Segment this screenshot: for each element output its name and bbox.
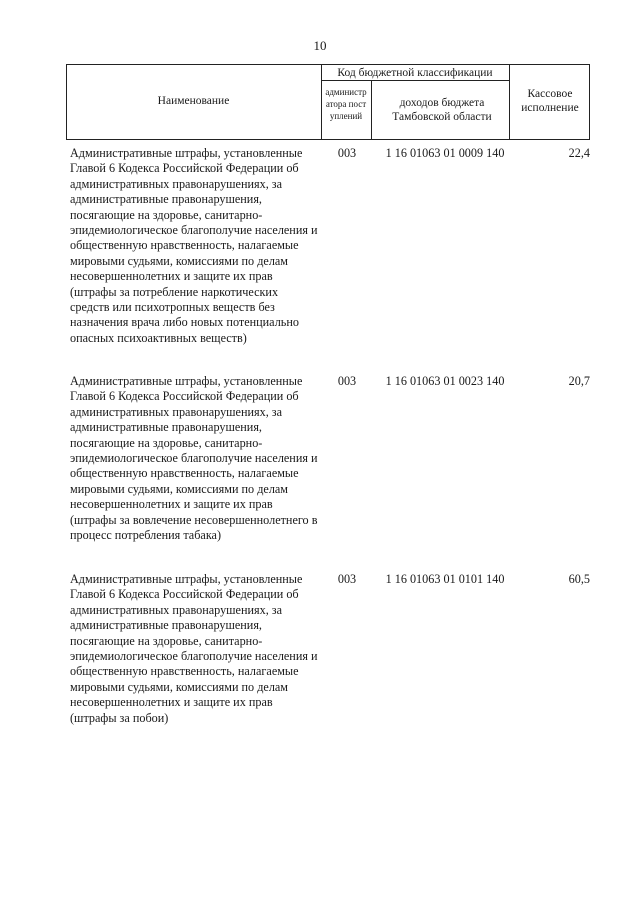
row-revenue-code: 1 16 01063 01 0101 140 [385,572,505,586]
table-row [70,374,590,564]
page-number: 10 [313,38,327,53]
row-amount: 22,4 [568,146,590,160]
row-name: Административные штрафы, установленные Главой 6 Кодекса Российской Федерации об административных правонарушениях, за административные правонарушения, посягающие на здоровье, санитарно-эпидемиологическое благополучие населения и общественную нравственность, налагаемые мировыми судьями, комиссиями по делам несовершеннолетних и защите их прав (штрафы за вовлечение несовершеннолетнего в процесс потребления табака) [70,374,318,543]
row-admin-code: 003 [337,146,357,160]
row-revenue-code: 1 16 01063 01 0023 140 [385,374,505,388]
header-amount: Кассовое исполнение [521,88,579,114]
header-revenue: доходов бюджета Тамбовской области [392,97,492,123]
row-revenue-code: 1 16 01063 01 0009 140 [385,146,505,160]
header-admin: администратора поступлений [325,87,367,121]
header-budget-code-group: Код бюджетной классификации [337,67,493,79]
row-admin-code: 003 [337,374,357,388]
table-row [70,572,590,742]
row-name: Административные штрафы, установленные Главой 6 Кодекса Российской Федерации об административных правонарушениях, за административные правонарушения, посягающие на здоровье, санитарно-эпидемиологическое благополучие населения и общественную нравственность, налагаемые мировыми судьями, комиссиями по делам несовершеннолетних и защите их прав (штрафы за побои) [70,572,318,725]
header-bottom-border [66,139,590,140]
row-amount: 20,7 [568,374,590,388]
row-admin-code: 003 [337,572,357,586]
table-row [70,146,590,366]
header-group-underline [321,80,509,81]
header-right-border [589,64,590,139]
row-name: Административные штрафы, установленные Главой 6 Кодекса Российской Федерации об административных правонарушениях, за административные правонарушения, посягающие на здоровье, санитарно-эпидемиологическое благополучие населения и общественную нравственность, налагаемые мировыми судьями, комиссиями по делам несовершеннолетних и защите их прав (штрафы за потребление наркотических средств или психотропных веществ без назначения врача либо новых потенциально опасных психоактивных веществ) [70,146,318,345]
header-divider-admin [371,80,372,139]
header-top-border [66,64,590,65]
header-divider-amount [509,64,510,139]
row-amount: 60,5 [568,572,590,586]
header-name: Наименование [157,95,230,107]
